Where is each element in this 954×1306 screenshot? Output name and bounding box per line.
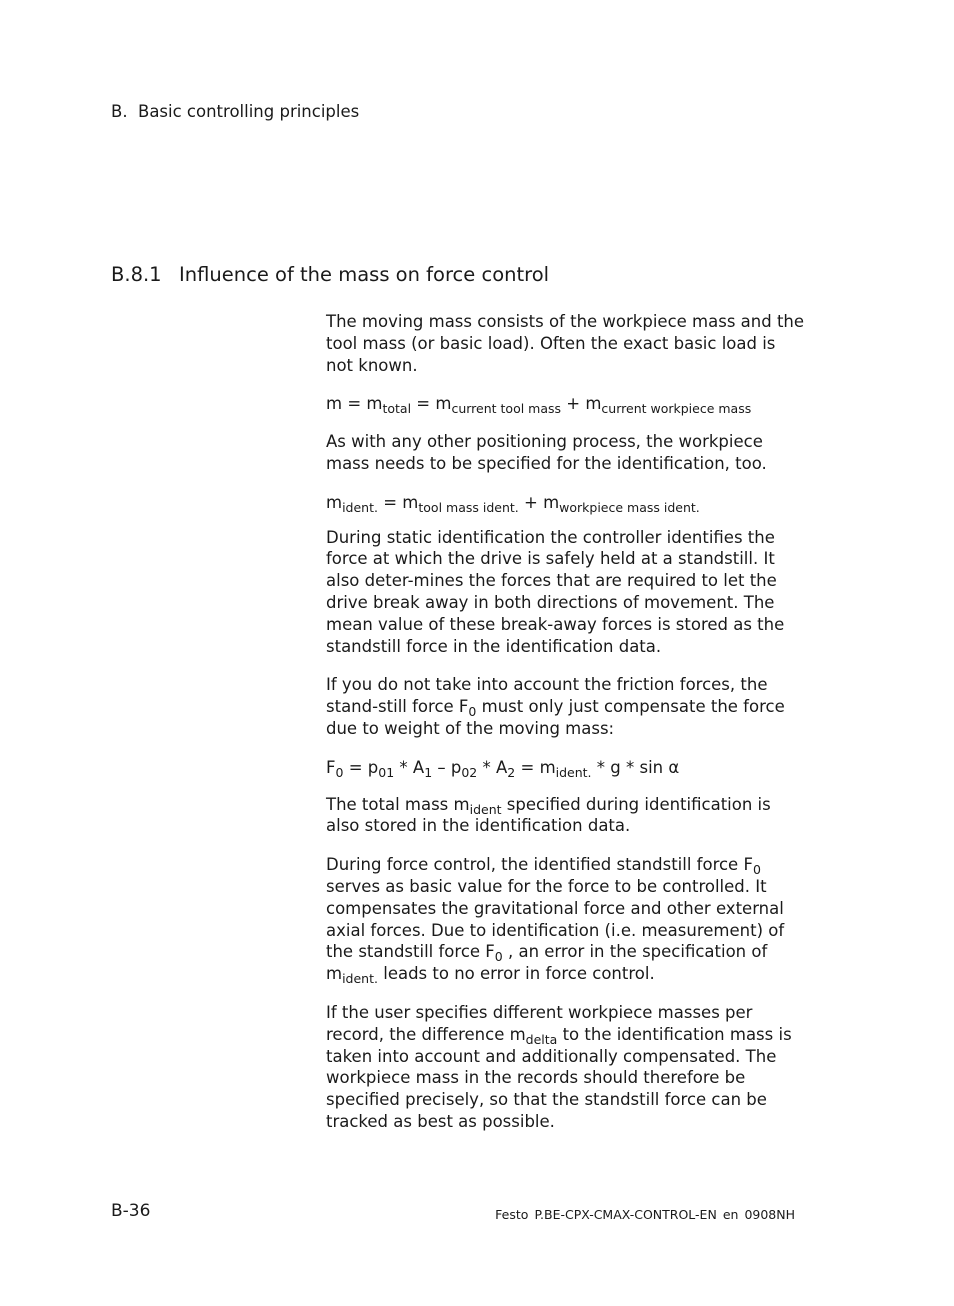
section-number: B.8.1 <box>111 263 162 286</box>
document-id <box>495 1207 795 1222</box>
section-title: Influence of the mass on force control <box>179 263 550 286</box>
chapter-number: B. <box>111 102 128 121</box>
body-text <box>326 311 806 1133</box>
formula-standstill-force: $F_0 = p_{01} * A_1 - p_{02} * A_2 = m_{ident.} * g * \sin \alpha$ <box>326 757 680 780</box>
paragraph-4: If you do not take into account the friction forces, the stand-still force $F_0$ must only just compensate the force due to weight of the moving mass: <box>326 675 785 738</box>
paragraph-5: The total mass $m_{ident}$ specified during identification is also stored in the identification data. <box>326 794 771 836</box>
page-number: B-36 <box>111 1201 151 1221</box>
chapter-title: Basic controlling principles <box>138 102 360 121</box>
document-code: P.BE-CPX-CMAX-CONTROL-EN <box>534 1207 717 1222</box>
running-header <box>111 102 359 121</box>
paragraph-7: If the user specifies different workpiece masses per record, the difference $m_{delta}$ to the identification mass is taken into account and additionally compensated. The workpiece mass in the records should therefore be specified precisely, so that the standstill force can be tracked as best as possible. <box>326 1002 792 1131</box>
section-heading <box>111 263 549 286</box>
paragraph-6: During force control, the identified standstill force $F_0$ serves as basic value for the force to be controlled. It compensates the gravitational force and other external axial forces. Due to identification (i.e. measurement) of the standstill force $F_0$ , an error in the specification of $m_{ident.}$ leads to no error in force control. <box>326 855 785 987</box>
company-name: Festo <box>495 1207 529 1222</box>
formula-mass-ident: $m_{ident.} = m_{tool mass ident.} + m_{workpiece mass ident.}$ <box>326 492 700 515</box>
document-language: en <box>722 1207 739 1222</box>
formula-mass-total: $m = m_{total} = m_{current tool mass} + m_{current workpiece mass}$ <box>326 394 752 417</box>
paragraph-2: As with any other positioning process, the workpiece mass needs to be specified for the identification, too. <box>326 432 767 473</box>
paragraph-1: The moving mass consists of the workpiece mass and the tool mass (or basic load). Often the exact basic load is not known. <box>326 312 805 375</box>
document-version: 0908NH <box>744 1207 795 1222</box>
paragraph-3: During static identification the controller identifies the force at which the drive is safely held at a standstill. It also deter-mines the forces that are required to let the drive break away in both directions of movement. The mean value of these break-away forces is stored as the standstill force in the identification data. <box>326 527 785 656</box>
